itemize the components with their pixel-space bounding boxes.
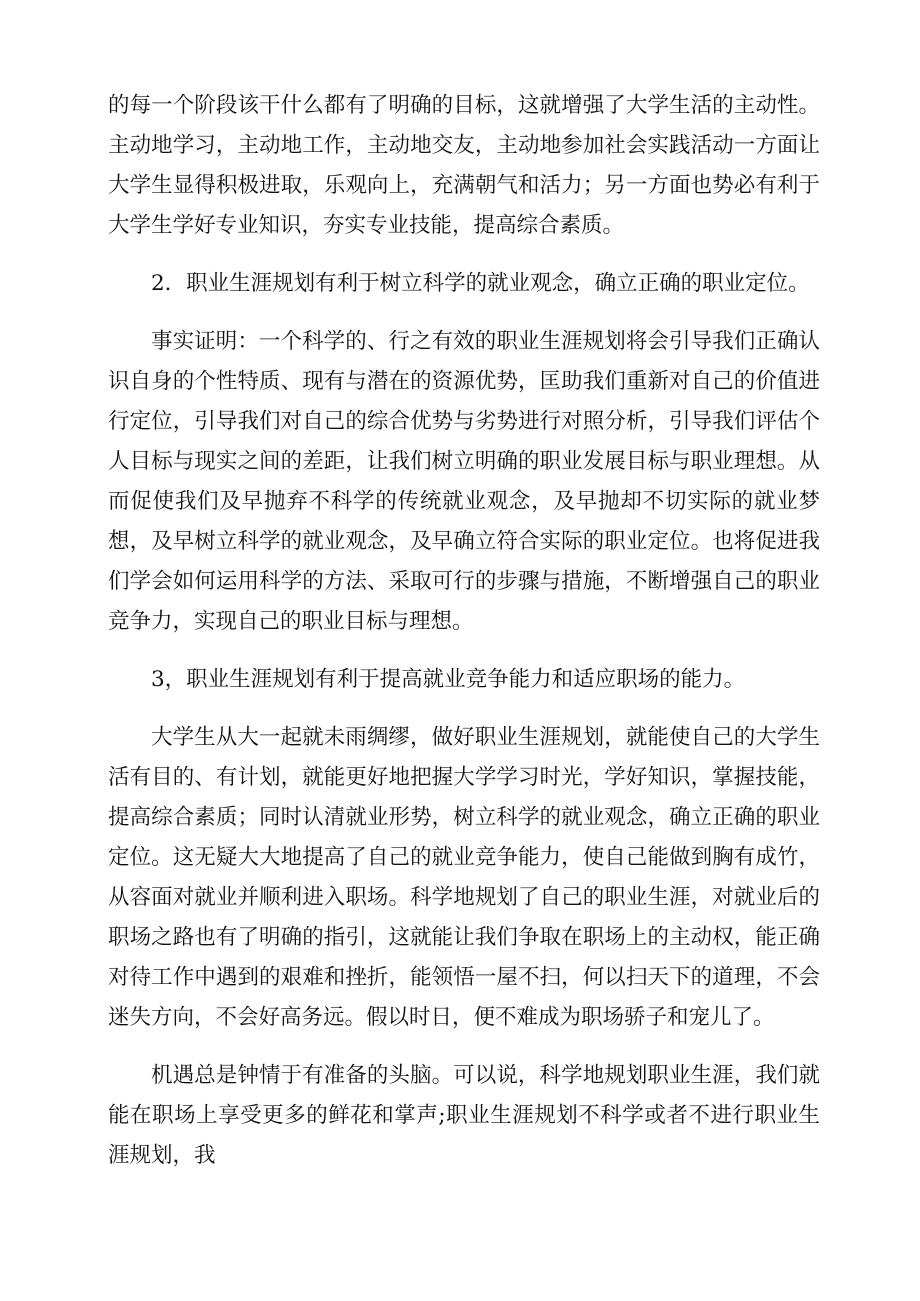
document-body <box>108 86 820 1176</box>
paragraph-facts: 事实证明：一个科学的、行之有效的职业生涯规划将会引导我们正确认识自身的个性特质、现有与潜在的资源优势，匡助我们重新对自己的价值进行定位，引导我们对自己的综合优势与劣势进行对照分析，引导我们评估个人目标与现实之间的差距，让我们树立明确的职业发展目标与职业理想。从而促使我们及早抛弃不科学的传统就业观念，及早抛却不切实际的就业梦想，及早树立科学的就业观念，及早确立符合实际的职业定位。也将促进我们学会如何运用科学的方法、采取可行的步骤与措施，不断增强自己的职业竞争力，实现自己的职业目标与理想。 <box>108 329 820 634</box>
paragraph-continuation: 的每一个阶段该干什么都有了明确的目标，这就增强了大学生活的主动性。主动地学习，主动地工作，主动地交友，主动地参加社会实践活动一方面让大学生显得积极进取，乐观向上，充满朝气和活力；另一方面也势必有利于大学生学好专业知识，夯实专业技能，提高综合素质。 <box>108 93 820 238</box>
paragraph-opportunity: 机遇总是钟情于有准备的头脑。可以说，科学地规划职业生涯，我们就能在职场上享受更多的鲜花和掌声;职业生涯规划不科学或者不进行职业生涯规划，我 <box>108 1063 820 1168</box>
section-heading-3: 3，职业生涯规划有利于提高就业竞争能力和适应职场的能力。 <box>151 667 746 692</box>
section-heading-2: 2．职业生涯规划有利于树立科学的就业观念，确立正确的职业定位。 <box>151 271 810 296</box>
paragraph-competitiveness: 大学生从大一起就未雨绸缪，做好职业生涯规划，就能使自己的大学生活有目的、有计划，就能更好地把握大学学习时光，学好知识，掌握技能，提高综合素质；同时认清就业形势，树立科学的就业观念，确立正确的职业定位。这无疑大大地提高了自己的就业竞争能力，使自己能做到胸有成竹，从容面对就业并顺利进入职场。科学地规划了自己的职业生涯，对就业后的职场之路也有了明确的指引，这就能让我们争取在职场上的主动权，能正确对待工作中遇到的艰难和挫折，能领悟一屋不扫，何以扫天下的道理，不会迷失方向，不会好高务远。假以时日，便不难成为职场骄子和宠儿了。 <box>108 725 820 1030</box>
